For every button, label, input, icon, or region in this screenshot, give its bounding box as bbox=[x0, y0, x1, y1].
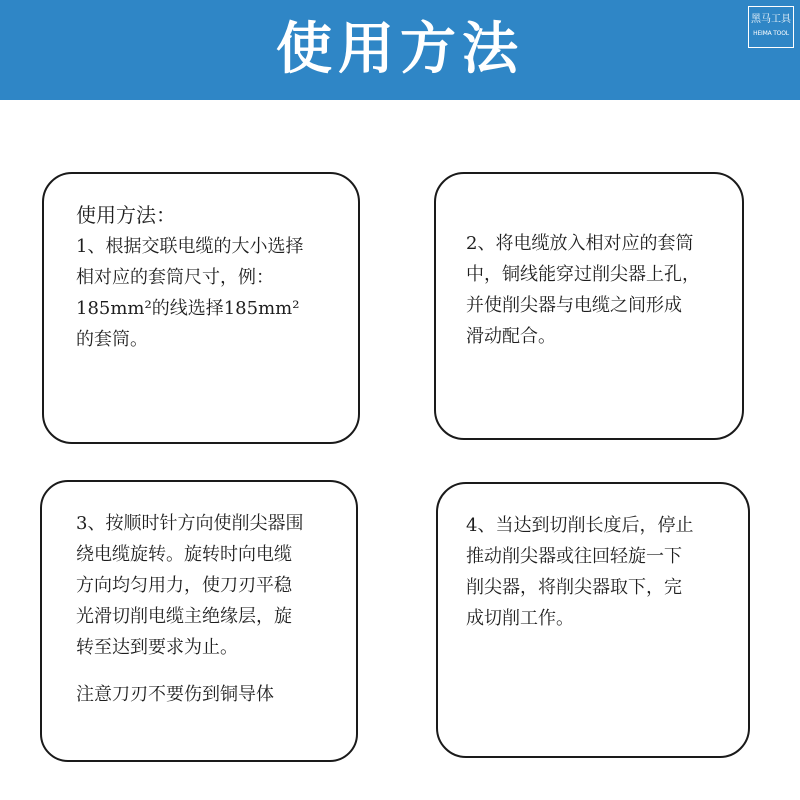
instructions-heading: 使用方法： bbox=[76, 203, 176, 227]
card-1-line: 1、根据交联电缆的大小选择 bbox=[76, 236, 304, 257]
card-3-line: 转至达到要求为止。 bbox=[76, 637, 238, 658]
card-3-line: 光滑切削电缆主绝缘层，旋 bbox=[76, 606, 292, 627]
card-3-line: 绕电缆旋转。旋转时向电缆 bbox=[76, 544, 292, 565]
card-1-line: 的套筒。 bbox=[76, 329, 148, 350]
instruction-card-4-text bbox=[466, 510, 693, 634]
instruction-card-1-text bbox=[76, 200, 303, 355]
card-1-line: 185mm²的线选择185mm² bbox=[76, 298, 300, 319]
warning-note: 注意刀刃不要伤到铜导体 bbox=[76, 684, 274, 705]
card-4-line: 削尖器，将削尖器取下，完 bbox=[466, 577, 682, 598]
card-2-line: 中，铜线能穿过削尖器上孔， bbox=[466, 264, 700, 285]
card-4-line: 4、当达到切削长度后，停止 bbox=[466, 515, 694, 536]
page-title: 使用方法 bbox=[276, 17, 524, 82]
card-2-line: 2、将电缆放入相对应的套筒 bbox=[466, 233, 694, 254]
card-4-line: 成切削工作。 bbox=[466, 608, 574, 629]
card-3-line: 3、按顺时针方向使削尖器围 bbox=[76, 513, 304, 534]
instruction-card-2-text bbox=[466, 228, 700, 352]
card-2-line: 滑动配合。 bbox=[466, 326, 556, 347]
card-1-line: 相对应的套筒尺寸，例： bbox=[76, 267, 274, 288]
brand-logo bbox=[748, 6, 794, 48]
card-2-line: 并使削尖器与电缆之间形成 bbox=[466, 295, 682, 316]
logo-chinese-text: 黑马工具 bbox=[751, 14, 791, 25]
card-3-line: 方向均匀用力，使刀刃平稳 bbox=[76, 575, 292, 596]
card-4-line: 推动削尖器或往回轻旋一下 bbox=[466, 546, 682, 567]
logo-english-text: HEIMA TOOL bbox=[753, 30, 789, 37]
instruction-card-3-text bbox=[76, 508, 303, 710]
